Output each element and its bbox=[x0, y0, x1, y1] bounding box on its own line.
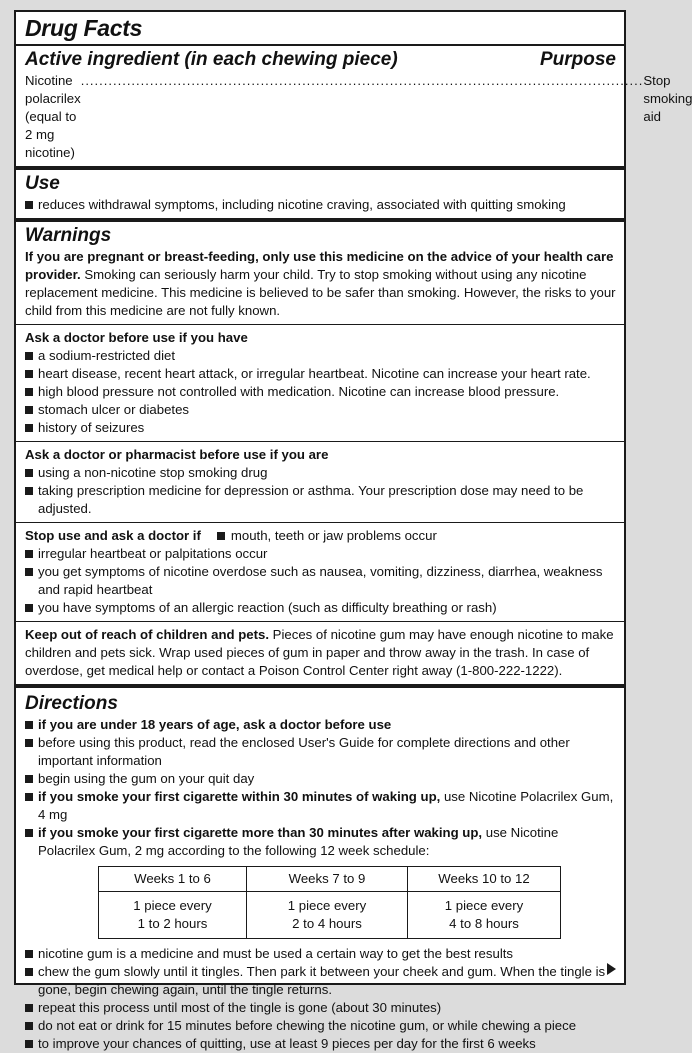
directions-section bbox=[16, 684, 624, 1053]
bullet-square-icon bbox=[25, 1004, 33, 1012]
bullet-square-icon bbox=[25, 406, 33, 414]
bullet-square-icon bbox=[25, 739, 33, 747]
bullet-square-icon bbox=[25, 370, 33, 378]
ask-pharmacist-heading: Ask a doctor or pharmacist before use if you are bbox=[25, 447, 329, 462]
list-item: begin using the gum on your quit day bbox=[25, 770, 616, 788]
page-title: Drug Facts bbox=[25, 15, 143, 41]
list-item: taking prescription medicine for depression or asthma. Your prescription dose may need to be adjusted. bbox=[25, 482, 616, 518]
list-item: you have symptoms of an allergic reaction (such as difficulty breathing or rash) bbox=[25, 599, 616, 617]
warnings-section bbox=[16, 218, 624, 324]
active-ingredient-section bbox=[16, 44, 692, 166]
table-row bbox=[99, 867, 561, 892]
list-item: stomach ulcer or diabetes bbox=[25, 401, 616, 419]
bullet-square-icon bbox=[25, 201, 33, 209]
table-row bbox=[99, 892, 561, 939]
use-heading: Use bbox=[25, 173, 60, 194]
list-item: chew the gum slowly until it tingles. Then park it between your cheek and gum. When the tingle is gone, begin chewing again, until the tingle returns. bbox=[25, 963, 616, 999]
stop-use-heading: Stop use and ask a doctor if bbox=[25, 528, 201, 543]
purpose-text: Stop smoking aid bbox=[643, 73, 692, 124]
list-item: nicotine gum is a medicine and must be used a certain way to get the best results bbox=[25, 945, 616, 963]
bullet-square-icon bbox=[25, 793, 33, 801]
list-item: irregular heartbeat or palpitations occur bbox=[25, 545, 616, 563]
bullet-square-icon bbox=[25, 950, 33, 958]
warnings-heading: Warnings bbox=[25, 225, 112, 246]
table-cell: 1 piece every 4 to 8 hours bbox=[408, 892, 561, 939]
bullet-square-icon bbox=[25, 469, 33, 477]
list-item: to improve your chances of quitting, use at least 9 pieces per day for the first 6 weeks bbox=[25, 1035, 616, 1053]
ask-doctor-section bbox=[16, 324, 624, 441]
bullet-square-icon bbox=[25, 424, 33, 432]
list-item: reduces withdrawal symptoms, including nicotine craving, associated with quitting smoking bbox=[25, 196, 616, 214]
list-item: a sodium-restricted diet bbox=[25, 347, 616, 365]
bullet-square-icon bbox=[25, 388, 33, 396]
list-item: you get symptoms of nicotine overdose such as nausea, vomiting, dizziness, diarrhea, weakness and rapid heartbeat bbox=[25, 563, 616, 599]
bullet-square-icon bbox=[25, 604, 33, 612]
bullet-square-icon bbox=[25, 775, 33, 783]
directions-heading: Directions bbox=[25, 693, 118, 714]
keep-out-section: Keep out of reach of children and pets. Pieces of nicotine gum may have enough nicotine to make children and pets sick. Wrap used pieces of gum in paper and throw away in the trash. In case of overdose, get medical help or contact a Poison Control Center right away (1-800-222-1222). bbox=[16, 621, 624, 684]
continued-arrow-icon bbox=[607, 963, 616, 975]
bullet-square-icon bbox=[25, 1022, 33, 1030]
stop-use-section bbox=[16, 522, 624, 621]
table-header-cell: Weeks 7 to 9 bbox=[247, 867, 408, 892]
bullet-square-icon bbox=[217, 532, 225, 540]
bullet-square-icon bbox=[25, 487, 33, 495]
ask-doctor-heading: Ask a doctor before use if you have bbox=[25, 330, 248, 345]
drug-facts-panel bbox=[14, 10, 692, 1051]
pregnancy-warning: If you are pregnant or breast-feeding, only use this medicine on the advice of your health care provider. Smoking can seriously harm your child. Try to stop smoking without using any nicotine replacement medicine. This medicine is believed to be safer than smoking. However, the risks to your child from this medicine are not fully known. bbox=[25, 249, 616, 318]
table-cell: 1 piece every 2 to 4 hours bbox=[247, 892, 408, 939]
table-header-cell: Weeks 1 to 6 bbox=[99, 867, 247, 892]
leader-dots: .......................................................................................................................... bbox=[80, 73, 644, 88]
bullet-square-icon bbox=[25, 352, 33, 360]
list-item: history of seizures bbox=[25, 419, 616, 437]
list-item: if you smoke your first cigarette within 30 minutes of waking up, use Nicotine Polacrilex Gum, 4 mg bbox=[25, 788, 616, 824]
title-section bbox=[16, 12, 624, 44]
bullet-square-icon bbox=[25, 968, 33, 976]
list-item: before using this product, read the enclosed User's Guide for complete directions and other important information bbox=[25, 734, 616, 770]
bullet-square-icon bbox=[25, 721, 33, 729]
list-item: heart disease, recent heart attack, or irregular heartbeat. Nicotine can increase your heart rate. bbox=[25, 365, 616, 383]
list-item: if you smoke your first cigarette more than 30 minutes after waking up, use Nicotine Polacrilex Gum, 2 mg according to the following 12 week schedule: bbox=[25, 824, 616, 860]
active-ingredient-heading: Active ingredient (in each chewing piece) bbox=[25, 49, 398, 70]
bullet-square-icon bbox=[25, 550, 33, 558]
list-item: high blood pressure not controlled with medication. Nicotine can increase blood pressure. bbox=[25, 383, 616, 401]
bullet-square-icon bbox=[25, 829, 33, 837]
bullet-square-icon bbox=[25, 1040, 33, 1048]
stop-use-line: Stop use and ask a doctor if mouth, teeth or jaw problems occur bbox=[25, 528, 437, 543]
use-section bbox=[16, 166, 624, 218]
list-item: if you are under 18 years of age, ask a doctor before use bbox=[25, 716, 616, 734]
ask-pharmacist-section bbox=[16, 441, 624, 522]
dosing-schedule-table bbox=[98, 866, 561, 939]
list-item: do not eat or drink for 15 minutes before chewing the nicotine gum, or while chewing a piece bbox=[25, 1017, 616, 1035]
list-item: repeat this process until most of the tingle is gone (about 30 minutes) bbox=[25, 999, 616, 1017]
bullet-square-icon bbox=[25, 568, 33, 576]
table-header-cell: Weeks 10 to 12 bbox=[408, 867, 561, 892]
ingredient-text: Nicotine polacrilex (equal to 2 mg nicotine) bbox=[25, 73, 81, 160]
purpose-heading: Purpose bbox=[539, 49, 616, 70]
list-item: using a non-nicotine stop smoking drug bbox=[25, 464, 616, 482]
table-cell: 1 piece every 1 to 2 hours bbox=[99, 892, 247, 939]
